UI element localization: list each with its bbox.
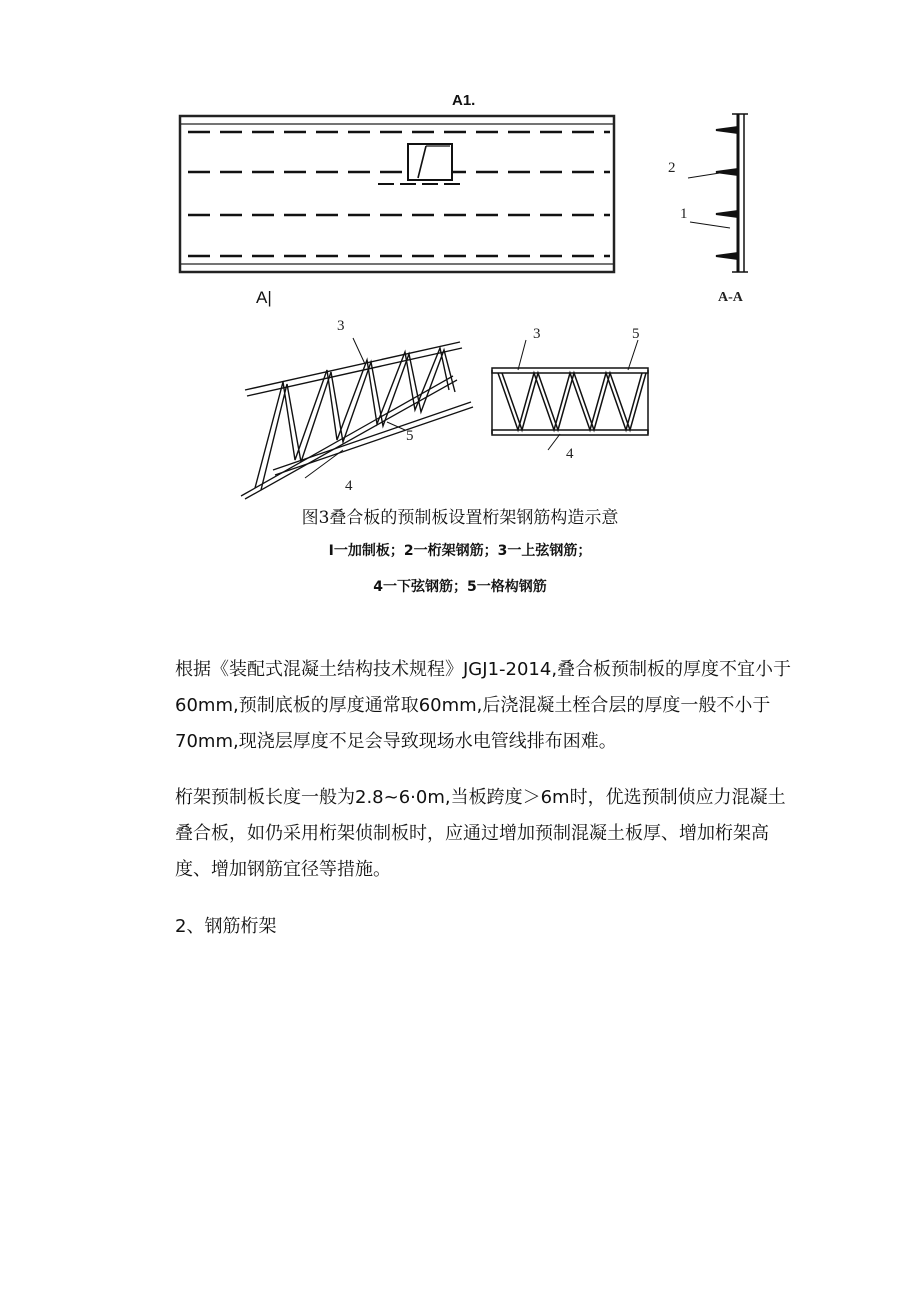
callout-4-elev: 4: [566, 446, 574, 462]
paragraph-2: 桁架预制板长度一般为2.8~6·0m,当板跨度＞6m时，优选预制侦应力混凝土叠合板，如仍采用桁架侦制板时，应通过增加预制混凝土板厚、增加桁架高度、增加钢筋宜径等措施。: [175, 787, 786, 880]
paragraph-1: 根据《装配式混凝土结构技术规程》JGJ1-2014,叠合板预制板的厚度不宜小于60mm,预制底板的厚度通常取60mm,后浇混凝土桎合层的厚度一般不小于70mm,现浇层厚度不足会导致现场水电管线排布困难。: [175, 659, 792, 752]
figure-caption: 图3叠合板的预制板设置桁架钢筋构造示意: [301, 508, 619, 528]
truss-isometric-view: [235, 320, 475, 500]
callout-1: 1: [680, 206, 688, 222]
label-a1: A1.: [452, 92, 476, 109]
callout-3-iso: 3: [337, 318, 345, 334]
section-heading: 2、钢筋桁架: [175, 916, 277, 937]
figure-legend-line-1: I一加制板；2一桁架钢筋；3一上弦钢筋；: [328, 543, 592, 559]
section-a-a-view: [660, 110, 760, 280]
callout-5-iso: 5: [406, 428, 414, 444]
label-a-a: A-A: [718, 290, 743, 305]
callout-4-iso: 4: [345, 478, 353, 494]
callout-2: 2: [668, 160, 676, 176]
label-a-section-mark: A|: [256, 288, 272, 307]
callout-3-elev: 3: [533, 326, 541, 342]
callout-5-elev: 5: [632, 326, 640, 342]
figure-legend-line-2: 4一下弦钢筋；5一格构钢筋: [373, 579, 547, 595]
slab-plan-view: [178, 112, 618, 277]
